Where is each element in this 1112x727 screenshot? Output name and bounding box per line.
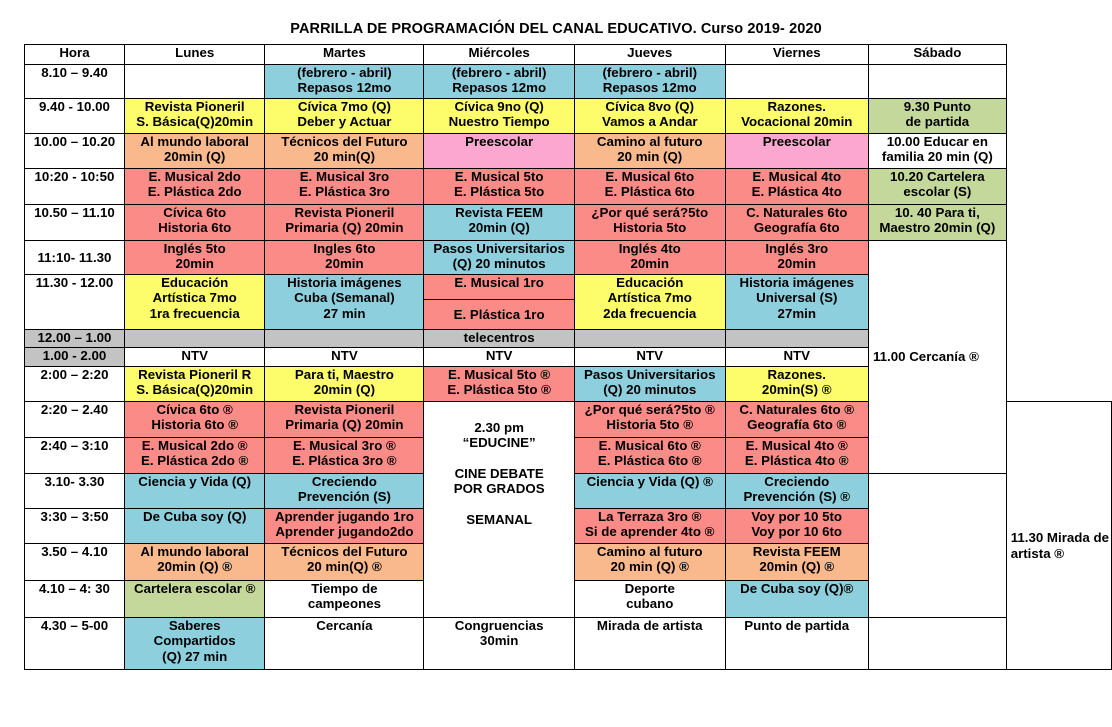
header-row <box>25 45 1112 65</box>
cell-line: Razones. <box>767 367 826 382</box>
cell-line: Geografía 6to <box>753 220 840 236</box>
cell-line: Inglés 3ro <box>765 241 829 256</box>
schedule-cell <box>124 169 265 205</box>
schedule-cell <box>574 330 725 348</box>
schedule-cell <box>265 581 424 618</box>
schedule-cell <box>265 330 424 348</box>
cell-line: Creciendo <box>764 474 830 489</box>
cell-line: La Terraza 3ro ® <box>598 509 702 524</box>
cell-line: Artística 7mo <box>152 290 237 306</box>
schedule-cell <box>265 241 424 275</box>
schedule-cell <box>574 205 725 241</box>
cell-line: C. Naturales 6to ® <box>739 402 855 417</box>
cell-line: 10. 40 Para ti, <box>894 205 980 220</box>
cell-line: Historia 6to ® <box>151 417 238 433</box>
cell-line: Congruencias <box>454 618 544 633</box>
cell-line: E. Musical 3ro <box>299 169 390 184</box>
cell-line: Universal (S) <box>756 290 838 306</box>
cell-line: 20min (Q) ® <box>759 559 835 575</box>
cell-line: Deber y Actuar <box>297 114 392 130</box>
cell-line: E. Plástica 2do <box>147 184 242 200</box>
cell-line: C. Naturales 6to <box>746 205 848 220</box>
cell-line: Nuestro Tiempo <box>448 114 550 130</box>
cell-line: 27 min <box>323 305 366 321</box>
cell-line: E. Musical 4to <box>752 169 842 184</box>
schedule-cell <box>265 134 424 169</box>
cell-line: Revista FEEM <box>455 205 544 220</box>
cell-line: Revista Pioneril <box>294 402 395 417</box>
cell-line: Saberes <box>168 618 221 633</box>
cell-line: Primaria (Q) 20min <box>285 220 404 236</box>
header-sabado: Sábado <box>868 45 1006 65</box>
cell-line: (Q) 20 minutos <box>452 256 546 272</box>
schedule-cell <box>124 402 265 438</box>
schedule-cell: Cartelera escolar ® <box>124 581 265 618</box>
schedule-cell <box>265 275 424 330</box>
cell-line: 20min <box>777 256 816 272</box>
cell-line: E. Musical 5to ® <box>448 367 551 382</box>
schedule-cell <box>124 544 265 581</box>
hour-cell: 2:40 – 3:10 <box>25 438 125 474</box>
cell-line: Técnicos del Futuro <box>281 544 408 559</box>
schedule-cell <box>725 65 868 99</box>
hour-cell: 3.50 – 4.10 <box>25 544 125 581</box>
cell-line: Cuba (Semanal) <box>294 290 395 306</box>
cell-line: escolar (S) <box>903 184 972 200</box>
schedule-cell <box>124 367 265 402</box>
cell-line: 20min (Q) <box>313 382 376 398</box>
cell-line: E. Musical 5to <box>454 169 544 184</box>
schedule-cell <box>725 402 868 438</box>
cell-line: Inglés 4to <box>618 241 681 256</box>
cell-line: 20min <box>325 256 364 272</box>
schedule-cell <box>424 99 575 134</box>
schedule-cell: NTV <box>424 348 575 367</box>
cell-line: 20 min(Q) ® <box>306 559 382 575</box>
cell-line: E. Plástica 3ro ® <box>292 453 397 469</box>
cell-line: E. Plástica 4to <box>751 184 842 200</box>
cell-line: Repasos 12mo <box>602 80 697 96</box>
cell-line: E. Plástica 5to ® <box>447 382 551 398</box>
cell-line: 20min (Q) <box>468 220 530 236</box>
header-lunes: Lunes <box>124 45 265 65</box>
schedule-cell <box>868 618 1006 670</box>
cell-line: Revista FEEM <box>752 544 841 559</box>
cell-line: Historia imágenes <box>739 275 855 290</box>
cell-line: 2da frecuencia <box>603 305 697 321</box>
schedule-cell <box>574 438 725 474</box>
cell-line: 20min <box>630 256 669 272</box>
schedule-cell: Preescolar <box>424 134 575 169</box>
cell-line: 20 min (Q) <box>617 149 683 165</box>
schedule-cell <box>424 367 575 402</box>
cell-line: familia 20 min (Q) <box>881 149 993 165</box>
schedule-table <box>24 44 1112 670</box>
cell-line: Voy por 10 5to <box>751 509 843 524</box>
cell-line: 30min <box>479 633 519 649</box>
cell-line: 20 min (Q) ® <box>610 559 689 575</box>
schedule-cell <box>124 99 265 134</box>
schedule-cell <box>725 474 868 509</box>
hour-cell: 3.10- 3.30 <box>25 474 125 509</box>
schedule-cell <box>868 134 1006 169</box>
cell-line: cubano <box>626 596 674 612</box>
saturday-mirada-cell <box>1006 402 1111 670</box>
cell-line: Al mundo laboral <box>140 544 249 559</box>
cell-line: Aprender jugando 1ro <box>274 509 414 524</box>
schedule-cell <box>725 169 868 205</box>
schedule-cell <box>424 241 575 275</box>
cell-line: 11.30 Mirada de <box>1010 530 1109 546</box>
cell-line: 1ra frecuencia <box>149 305 240 321</box>
schedule-cell <box>725 438 868 474</box>
schedule-cell: Mirada de artista <box>574 618 725 670</box>
schedule-cell: E. Plástica 1ro <box>424 300 575 330</box>
cell-line: Prevención (S) <box>297 489 391 505</box>
header-miercoles: Miércoles <box>424 45 575 65</box>
schedule-cell <box>574 402 725 438</box>
hour-cell: 3:30 – 3:50 <box>25 509 125 544</box>
cell-line: Revista Pioneril R <box>138 367 252 382</box>
schedule-cell <box>124 618 265 670</box>
schedule-cell <box>868 169 1006 205</box>
cell-line: 9.30 Punto <box>903 99 971 114</box>
cell-line: SEMANAL <box>466 511 533 527</box>
header-viernes: Viernes <box>725 45 868 65</box>
cell-line: E. Plástica 6to <box>604 184 695 200</box>
cell-line: Educación <box>161 275 229 290</box>
cell-line: Revista Pioneril <box>294 205 395 220</box>
schedule-cell <box>574 241 725 275</box>
cell-line: Historia 5to ® <box>606 417 694 433</box>
cell-line: Educación <box>616 275 684 290</box>
cell-line: Artística 7mo <box>607 290 692 306</box>
cell-line: 20 min(Q) <box>313 149 376 165</box>
hour-cell: 9.40 - 10.00 <box>25 99 125 134</box>
cell-line: 2.30 pm <box>474 420 524 435</box>
cell-line: Ingles 6to <box>313 241 376 256</box>
cell-line: 20min (Q) ® <box>157 559 233 575</box>
cell-line: 27min <box>777 305 816 321</box>
schedule-cell <box>574 544 725 581</box>
cell-line: (febrero - abril) <box>451 65 547 80</box>
schedule-cell: Preescolar <box>725 134 868 169</box>
schedule-cell <box>868 65 1006 99</box>
schedule-cell: NTV <box>265 348 424 367</box>
schedule-cell: Cercanía <box>265 618 424 670</box>
cell-line: E. Musical 6to <box>605 169 695 184</box>
cell-line: Camino al futuro <box>596 134 703 149</box>
cell-line: Cívica 6to <box>163 205 227 220</box>
schedule-cell <box>265 65 424 99</box>
schedule-cell <box>124 205 265 241</box>
hour-cell: 11:10- 11.30 <box>25 241 125 275</box>
schedule-cell <box>265 402 424 438</box>
cell-line: E. Musical 2do <box>148 169 241 184</box>
schedule-cell: NTV <box>124 348 265 367</box>
schedule-cell: Ciencia y Vida (Q) ® <box>574 474 725 509</box>
hour-cell: 2:20 – 2.40 <box>25 402 125 438</box>
cell-line: Maestro 20min (Q) <box>879 220 996 236</box>
cell-line: Revista Pioneril <box>144 99 245 114</box>
schedule-cell <box>868 99 1006 134</box>
cell-line: E. Musical 3ro ® <box>292 438 396 453</box>
header-jueves: Jueves <box>574 45 725 65</box>
hour-cell: 1.00 - 2.00 <box>25 348 125 367</box>
cell-line: Si de aprender 4to ® <box>584 524 715 540</box>
schedule-cell: Ciencia y Vida (Q) <box>124 474 265 509</box>
schedule-cell <box>265 99 424 134</box>
cell-line: Repasos 12mo <box>452 80 547 96</box>
schedule-cell: De Cuba soy (Q)® <box>725 581 868 618</box>
schedule-cell <box>265 169 424 205</box>
cell-line: (Q) 20 minutos <box>603 382 697 398</box>
schedule-cell <box>574 275 725 330</box>
table-row <box>25 134 1112 169</box>
schedule-cell <box>868 205 1006 241</box>
cell-line: POR GRADOS <box>453 481 545 497</box>
cell-line: campeones <box>307 596 381 612</box>
schedule-cell <box>725 544 868 581</box>
table-row <box>25 65 1112 99</box>
table-row <box>25 205 1112 241</box>
table-row <box>25 99 1112 134</box>
schedule-cell <box>124 275 265 330</box>
cell-line: 10.00 Educar en <box>886 134 988 149</box>
cell-line: (febrero - abril) <box>297 65 392 80</box>
cell-line: Para ti, Maestro <box>294 367 394 382</box>
cell-line: Técnicos del Futuro <box>281 134 408 149</box>
schedule-cell <box>124 438 265 474</box>
cell-line: 20min <box>175 256 214 272</box>
hour-cell: 10.50 – 11.10 <box>25 205 125 241</box>
hour-cell: 10.00 – 10.20 <box>25 134 125 169</box>
cell-line: E. Plástica 6to ® <box>597 453 702 469</box>
schedule-cell <box>725 367 868 402</box>
schedule-cell <box>265 509 424 544</box>
hour-cell: 2:00 – 2:20 <box>25 367 125 402</box>
cell-line: Geografía 6to ® <box>747 417 847 433</box>
schedule-cell: NTV <box>725 348 868 367</box>
schedule-cell <box>725 241 868 275</box>
hour-cell: 4.30 – 5-00 <box>25 618 125 670</box>
cell-line: Inglés 5to <box>163 241 226 256</box>
cell-line: Vamos a Andar <box>601 114 698 130</box>
schedule-cell <box>725 275 868 330</box>
schedule-cell <box>265 544 424 581</box>
schedule-cell: Punto de partida <box>725 618 868 670</box>
schedule-cell <box>424 205 575 241</box>
schedule-cell <box>265 438 424 474</box>
schedule-cell <box>424 65 575 99</box>
schedule-cell <box>124 65 265 99</box>
cell-line: Al mundo laboral <box>140 134 249 149</box>
schedule-cell <box>265 474 424 509</box>
cell-line: ¿Por qué será?5to <box>591 205 709 220</box>
header-hora: Hora <box>25 45 125 65</box>
cell-line: Aprender jugando2do <box>275 524 414 540</box>
schedule-cell <box>424 169 575 205</box>
schedule-cell <box>424 618 575 670</box>
cell-line: de partida <box>905 114 970 130</box>
schedule-cell: telecentros <box>424 330 575 348</box>
cell-line: 20min (Q) <box>164 149 226 165</box>
hour-cell: 10:20 - 10:50 <box>25 169 125 205</box>
cell-line: Historia 6to <box>158 220 232 236</box>
cell-line: Repasos 12mo <box>297 80 392 96</box>
cell-line: ¿Por qué será?5to ® <box>584 402 715 417</box>
header-martes: Martes <box>265 45 424 65</box>
cell-line: E. Plástica 2do ® <box>141 453 249 469</box>
schedule-cell <box>725 205 868 241</box>
cell-line: Tiempo de <box>311 581 378 596</box>
cell-line: Cívica 9no (Q) <box>454 99 544 114</box>
cell-line: Compartidos <box>153 633 236 649</box>
cell-line: Prevención (S) ® <box>743 489 851 505</box>
cell-line: Vocacional 20min <box>741 114 853 130</box>
schedule-cell <box>725 330 868 348</box>
cell-line: 10.20 Cartelera <box>890 169 985 184</box>
educine-cell <box>424 402 575 618</box>
cell-line: Camino al futuro <box>596 544 703 559</box>
cell-line: Pasos Universitarios <box>433 241 565 256</box>
schedule-cell <box>574 65 725 99</box>
cell-line: Creciendo <box>311 474 377 489</box>
schedule-cell <box>265 367 424 402</box>
page-title: PARRILLA DE PROGRAMACIÓN DEL CANAL EDUCATIVO. Curso 2019- 2020 <box>290 21 822 37</box>
table-row <box>25 169 1112 205</box>
schedule-cell <box>725 509 868 544</box>
hour-cell: 12.00 – 1.00 <box>25 330 125 348</box>
schedule-cell <box>574 99 725 134</box>
cell-line: S. Básica(Q)20min <box>136 114 254 130</box>
cell-line: Pasos Universitarios <box>583 367 716 382</box>
cell-line: 20min(S) ® <box>761 382 832 398</box>
cell-line: Historia 5to <box>613 220 687 236</box>
cell-line: E. Musical 6to ® <box>598 438 701 453</box>
cell-line: Historia imágenes <box>287 275 402 290</box>
cell-line: artista ® <box>1010 545 1065 561</box>
cell-line: E. Musical 2do ® <box>141 438 248 453</box>
cell-line: E. Musical 4to ® <box>745 438 848 453</box>
cell-line: E. Plástica 5to <box>454 184 545 200</box>
cell-line: Razones. <box>767 99 826 114</box>
cell-line: Cívica 6to ® <box>156 402 233 417</box>
cell-line: E. Plástica 3ro <box>298 184 390 200</box>
hour-cell: 11.30 - 12.00 <box>25 275 125 330</box>
cell-line: (Q) 27 min <box>162 648 228 664</box>
cell-line: Cívica 8vo (Q) <box>605 99 695 114</box>
cell-line: S. Básica(Q)20min <box>136 382 254 398</box>
schedule-cell <box>574 581 725 618</box>
schedule-cell <box>124 330 265 348</box>
cell-line: Voy por 10 6to <box>751 524 843 540</box>
cell-line: CINE DEBATE <box>454 465 544 481</box>
schedule-cell: NTV <box>574 348 725 367</box>
cell-line: (febrero - abril) <box>602 65 698 80</box>
table-row <box>25 241 1112 275</box>
saturday-cercania-cell: 11.00 Cercanía ® <box>868 241 1006 474</box>
cell-line: E. Plástica 4to ® <box>744 453 849 469</box>
cell-line <box>426 451 572 466</box>
schedule-cell <box>574 134 725 169</box>
cell-line: Deporte <box>624 581 675 596</box>
schedule-cell <box>124 241 265 275</box>
table-row <box>25 618 1112 670</box>
cell-line: Primaria (Q) 20min <box>285 417 404 433</box>
schedule-cell <box>574 509 725 544</box>
cell-line: “EDUCINE” <box>462 435 536 451</box>
schedule-cell <box>725 99 868 134</box>
schedule-cell: De Cuba soy (Q) <box>124 509 265 544</box>
schedule-cell: E. Musical 1ro <box>424 275 575 300</box>
hour-cell: 8.10 – 9.40 <box>25 65 125 99</box>
cell-line <box>426 496 572 511</box>
schedule-cell <box>265 205 424 241</box>
hour-cell: 4.10 – 4: 30 <box>25 581 125 618</box>
schedule-cell <box>574 169 725 205</box>
schedule-cell <box>574 367 725 402</box>
schedule-cell <box>124 134 265 169</box>
cell-line: Cívica 7mo (Q) <box>297 99 391 114</box>
